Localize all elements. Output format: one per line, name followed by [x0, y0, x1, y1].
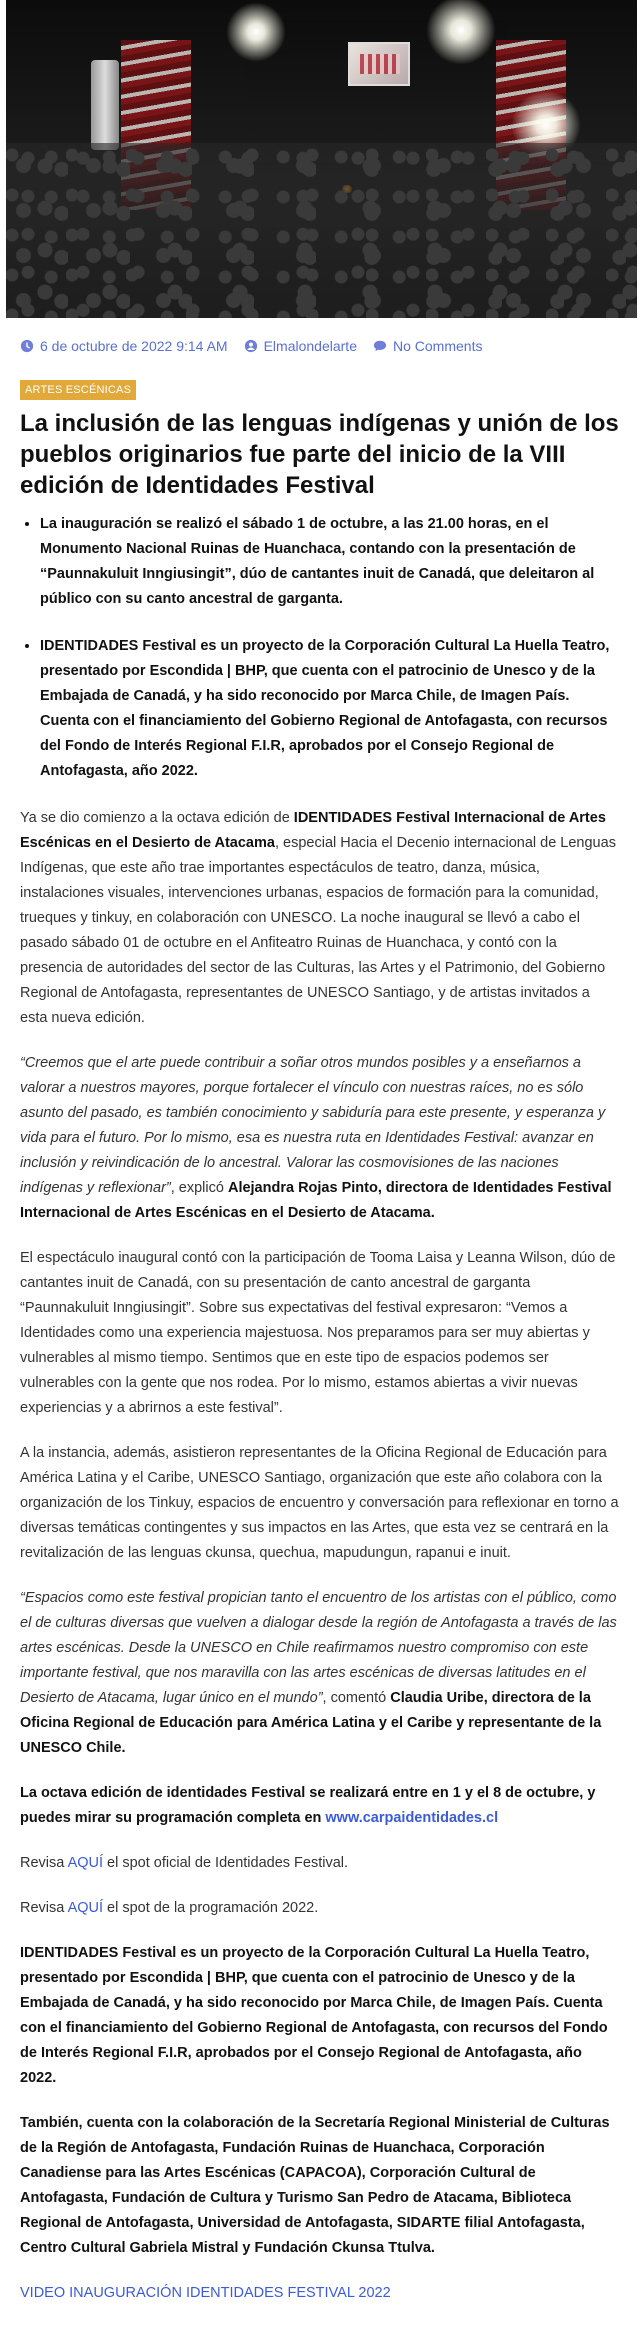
highlights-list	[40, 512, 620, 784]
stage-light	[226, 2, 286, 62]
paragraph-text: Revisa	[20, 1900, 68, 1916]
paragraph	[20, 1896, 620, 1921]
article-title: La inclusión de las lenguas indígenas y unión de los pueblos originarios fue parte del inicio de la VIII edición de Identidades Festival	[20, 410, 619, 499]
paragraph: IDENTIDADES Festival es un proyecto de la Corporación Cultural La Huella Teatro, presentado por Escondida | BHP, que cuenta con el patrocinio de Unesco y de la Embajada de Canadá, y ha sido reconocido por Marca Chile, de Imagen País. Cuenta con el financiamiento del Gobierno Regional de Antofagasta, con recursos del Fondo de Interés Regional F.I.R, aprobados por el Consejo Regional de Antofagasta, año 2022.	[20, 1945, 608, 2086]
highlight-item: • IDENTIDADES Festival es un proyecto de la Corporación Cultural La Huella Teatro, presentado por Escondida | BHP, que cuenta con el patrocinio de Unesco y de la Embajada de Canadá, y ha sido reconocido por Marca Chile, de Imagen País. Cuenta con el financiamiento del Gobierno Regional de Antofagasta, con recursos del Fondo de Interés Regional F.I.R, aprobados por el Consejo Regional de Antofagasta, año 2022.	[40, 634, 620, 784]
post-date[interactable]	[20, 338, 228, 354]
audience	[6, 143, 637, 318]
paragraph	[20, 1051, 620, 1226]
quote-attribution: Claudia Uribe, directora de la Oficina Regional de Educación para América Latina y el Caribe y representante de la UNESCO Chile.	[20, 1690, 602, 1756]
user-icon	[244, 339, 258, 353]
paragraph-text: , comentó	[322, 1690, 391, 1706]
stone-pillar	[91, 60, 119, 150]
paragraph-text: el spot de la programación 2022.	[103, 1900, 319, 1916]
projection-screen	[348, 42, 410, 86]
paragraph	[20, 1851, 620, 1876]
category-badge[interactable]: ARTES ESCÉNICAS	[20, 380, 136, 400]
paragraph-text: el spot oficial de Identidades Festival.	[103, 1855, 349, 1871]
paragraph	[20, 806, 620, 1031]
article-body	[20, 512, 620, 2326]
program-spot-link[interactable]: AQUÍ	[67, 1900, 104, 1916]
quote-text: “Creemos que el arte puede contribuir a soñar otros mundos posibles y a enseñarnos a valorar a nuestros mayores, porque fortalecer el vínculo con nuestras raíces, no es sólo asunto del pasado, es también conocimiento y sabiduría para este presente, y esperanza y vida para el futuro. Por lo mismo, esa es nuestra ruta en Identidades Festival: avanzar en inclusión y reivindicación de lo ancestral. Valorar las cosmovisiones de las naciones indígenas y reflexionar”	[20, 1055, 606, 1196]
post-comments[interactable]	[373, 338, 482, 354]
paragraph	[20, 1586, 620, 1761]
post-date-text: 6 de octubre de 2022 9:14 AM	[40, 338, 228, 354]
post-comments-text: No Comments	[392, 338, 483, 354]
paragraph-text: La octava edición de identidades Festival se realizará entre en 1 y el 8 de octubre, y puedes mirar su programación completa en	[20, 1785, 596, 1826]
paragraph: El espectáculo inaugural contó con la participación de Tooma Laisa y Leanna Wilson, dúo de cantantes inuit de Canadá, con su presentación de canto ancestral de garganta “Paunnakuluit Inngiusingit”. Sobre sus expectativas del festival expresaron: “Vemos a Identidades como una experiencia majestuosa. Nos preparamos para ser muy abiertas y vulnerables al mismo tiempo. Sentimos que en este tipo de espacios podemos ser vulnerables con la gente que nos rodea. Por lo mismo, estamos abiertas a vivir nuevas experiencias y a abrirnos a este festival”.	[20, 1250, 616, 1416]
post-meta	[20, 338, 498, 354]
quote-attribution: Alejandra Rojas Pinto, directora de Identidades Festival Internacional de Artes Escénicas en el Desierto de Atacama.	[20, 1180, 612, 1221]
program-link[interactable]: www.carpaidentidades.cl	[325, 1810, 499, 1826]
post-author-text: Elmalondelarte	[263, 338, 357, 354]
paragraph: A la instancia, además, asistieron representantes de la Oficina Regional de Educación para América Latina y el Caribe, UNESCO Santiago, organización que este año colabora con la organización de los Tinkuy, espacios de encuentro y conversación para reflexionar en torno a diversas temáticas contingentes y sus impactos en las Artes, que esta vez se centrará en la revitalización de las lenguas ckunsa, quechua, mapudungun, rapanui e inuit.	[20, 1445, 619, 1561]
highlight-item: • La inauguración se realizó el sábado 1 de octubre, a las 21.00 horas, en el Monumento Nacional Ruinas de Huanchaca, contando con la presentación de “Paunnakuluit Inngiusingit”, dúo de cantantes inuit de Canadá, que deleitaron al público con su canto ancestral de garganta.	[40, 512, 620, 612]
inauguration-video-link[interactable]: VIDEO INAUGURACIÓN IDENTIDADES FESTIVAL 2022	[20, 2285, 391, 2301]
paragraph	[20, 1781, 620, 1831]
post-author[interactable]	[244, 338, 357, 354]
clock-icon	[20, 339, 34, 353]
paragraph: También, cuenta con la colaboración de la Secretaría Regional Ministerial de Culturas de la Región de Antofagasta, Fundación Ruinas de Huanchaca, Corporación Canadiense para las Artes Escénicas (CAPACOA), Corporación Cultural de Antofagasta, Fundación de Cultura y Turismo San Pedro de Atacama, Biblioteca Regional de Antofagasta, Universidad de Antofagasta, SIDARTE filial Antofagasta, Centro Cultural Gabriela Mistral y Fundación Ckunsa Ttulva.	[20, 2115, 610, 2256]
paragraph-text: , especial Hacia el Decenio internacional de Lenguas Indígenas, que este año trae importantes espectáculos de teatro, danza, música, instalaciones visuales, intervenciones urbanas, espacios de formación para la comunidad, trueques y tinkuy, en colaboración con UNESCO. La noche inaugural se llevó a cabo el pasado sábado 01 de octubre en el Anfiteatro Ruinas de Huanchaca, y contó con la presencia de autoridades del sector de las Culturas, las Artes y el Patrimonio, del Gobierno Regional de Antofagasta, representantes de UNESCO Santiago, y de artistas invitados a esta nueva edición.	[20, 835, 616, 1026]
paragraph-text: , explicó	[170, 1180, 228, 1196]
paragraph	[20, 2281, 620, 2306]
official-spot-link[interactable]: AQUÍ	[67, 1855, 104, 1871]
comment-icon	[373, 339, 387, 353]
quote-text: “Espacios como este festival propician tanto el encuentro de los artistas con el público, como el de culturas diversas que vuelven a dialogar desde la región de Antofagasta a través de las artes escénicas. Desde la UNESCO en Chile reafirmamos nuestro compromiso con este importante festival, que nos maravilla con las artes escénicas de diversas latitudes en el Desierto de Atacama, lugar único en el mundo”	[20, 1590, 617, 1706]
festival-name: IDENTIDADES Festival Internacional de Artes Escénicas en el Desierto de Atacama	[20, 810, 606, 851]
featured-image	[6, 0, 637, 318]
paragraph-text: Revisa	[20, 1855, 68, 1871]
paragraph-text: Ya se dio comienzo a la octava edición de	[20, 810, 294, 826]
